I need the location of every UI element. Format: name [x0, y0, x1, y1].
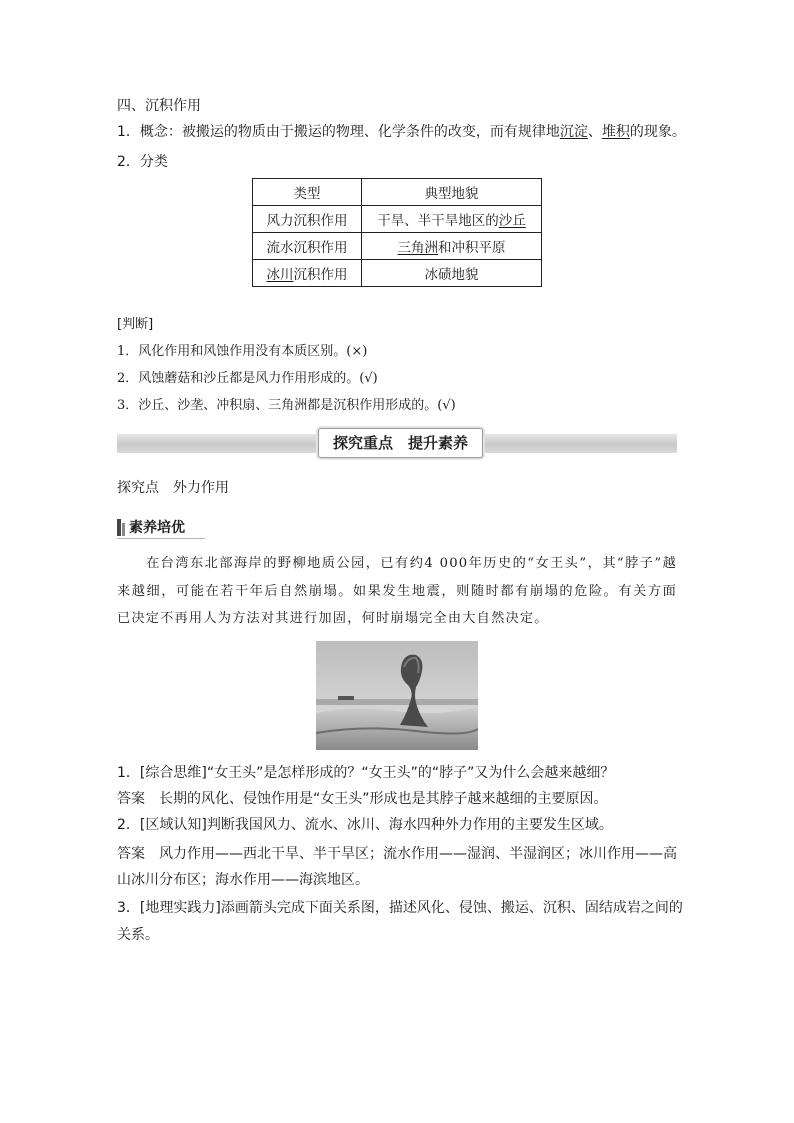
- answer-2: [117, 844, 677, 864]
- landform-term-dune: 沙丘: [498, 213, 526, 229]
- intro-paragraph: 在台湾东北部海岸的野柳地质公园，已有约4 000年历史的“女王头”，其“脖子”越来越细，可能在若干年后自然崩塌。如果发生地震，则随时都有崩塌的危险。有关方面已决定不再用人为方法对其进行加固，何时崩塌完全由大自然决定。: [117, 556, 677, 626]
- answer-2-continued: 山冰川分布区；海水作用——海滨地区。: [117, 872, 369, 888]
- judgement-item: 2．风蚀蘑菇和沙丘都是风力作用形成的。(√): [117, 371, 378, 386]
- table-cell-landform: 冰碛地貌: [362, 260, 542, 287]
- table-row: [253, 206, 542, 233]
- concept-line: [117, 122, 686, 142]
- judgement-item: 1．风化作用和风蚀作用没有本质区别。(×): [117, 344, 368, 359]
- concept-suffix: 的现象。: [629, 124, 686, 140]
- concept-term-settle: 沉淀: [559, 124, 588, 140]
- table-cell-type: [253, 260, 362, 287]
- table-header-row: [253, 179, 542, 206]
- classification-table: [252, 178, 542, 287]
- question-3-continued: 关系。: [117, 927, 159, 943]
- banner-title: 探究重点 提升素养: [318, 428, 483, 458]
- queens-head-rock-photo: [316, 641, 478, 750]
- landform-suffix: 和冲积平原: [438, 240, 506, 256]
- type-suffix: 沉积作用: [293, 267, 348, 283]
- table-cell-type: 风力沉积作用: [253, 206, 362, 233]
- inquiry-title: 探究点 外力作用: [117, 480, 229, 496]
- landform-term-delta: 三角洲: [397, 240, 438, 256]
- judgement-label: [判断]: [117, 317, 154, 332]
- answer-1-label: 答案: [117, 791, 145, 807]
- classification-label: 2．分类: [117, 154, 168, 170]
- concept-prefix: 1．概念：被搬运的物质由于搬运的物理、化学条件的改变，而有规律地: [117, 124, 560, 140]
- concept-term-accumulate: 堆积: [601, 124, 630, 140]
- question-1: 1．[综合思维]“女王头”是怎样形成的？“女王头”的“脖子”又为什么会越来越细？: [117, 765, 615, 781]
- table-cell-landform: [362, 206, 542, 233]
- answer-2-label: 答案: [117, 846, 145, 862]
- tag-divider: [117, 538, 205, 539]
- answer-1: [117, 789, 608, 809]
- table-cell-landform: [362, 233, 542, 260]
- section-banner: [117, 424, 677, 462]
- question-3: 3．[地理实践力]添画箭头完成下面关系图，描述风化、侵蚀、搬运、沉积、固结成岩之间的: [117, 900, 683, 916]
- answer-1-text: 长期的风化、侵蚀作用是“女王头”形成也是其脖子越来越细的主要原因。: [159, 791, 608, 807]
- competency-tag: [117, 517, 185, 537]
- section-heading-deposition: 四、沉积作用: [117, 98, 201, 114]
- table-cell-type: 流水沉积作用: [253, 233, 362, 260]
- table-row: [253, 233, 542, 260]
- concept-separator: 、: [587, 124, 602, 140]
- answer-2-text: 风力作用——西北干旱、半干旱区；流水作用——湿润、半湿润区；冰川作用——高: [159, 846, 677, 862]
- table-row: [253, 260, 542, 287]
- table-header-landform: 典型地貌: [362, 179, 542, 206]
- competency-tag-label: 素养培优: [129, 520, 185, 536]
- question-2: 2．[区域认知]判断我国风力、流水、冰川、海水四种外力作用的主要发生区域。: [117, 817, 613, 833]
- judgement-item: 3．沙丘、沙垄、冲积扇、三角洲都是沉积作用形成的。(√): [117, 398, 456, 413]
- table-header-type: 类型: [253, 179, 362, 206]
- type-term-glacier: 冰川: [266, 267, 294, 283]
- landform-prefix: 干旱、半干旱地区的: [377, 213, 499, 229]
- bookmark-icon: [117, 519, 125, 536]
